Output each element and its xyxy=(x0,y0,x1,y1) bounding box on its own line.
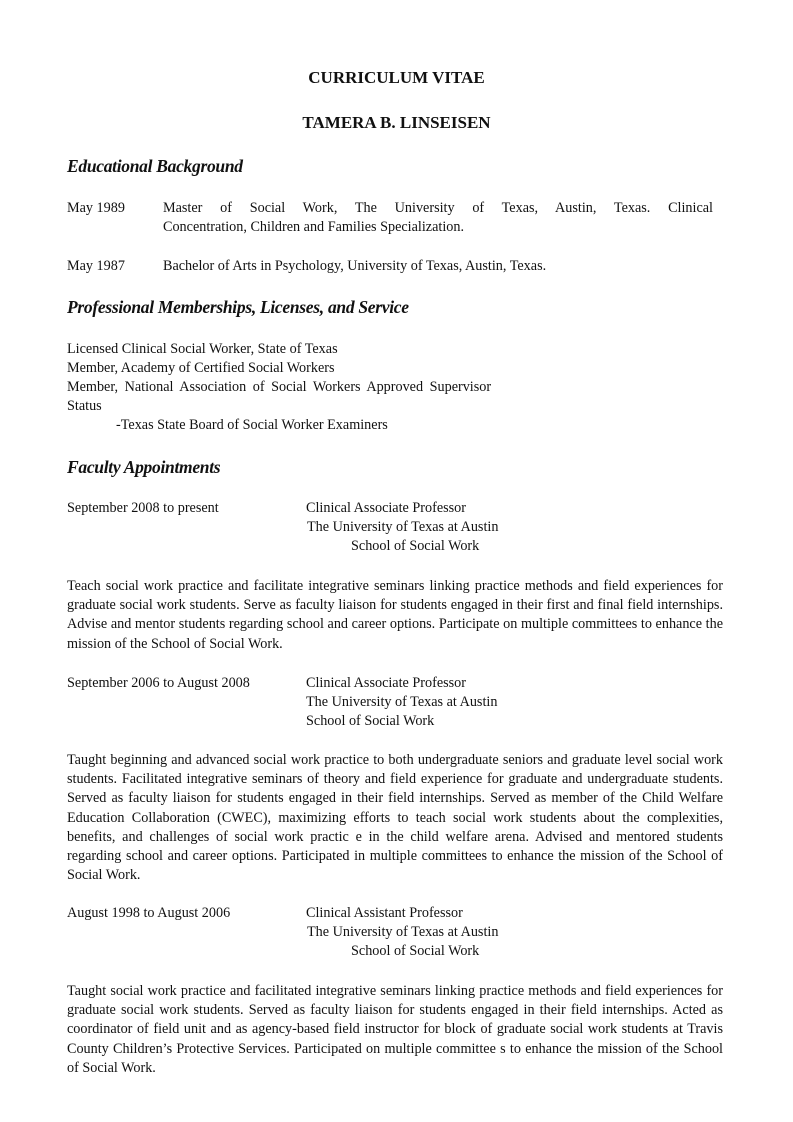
appointment-title: Clinical Associate Professor xyxy=(306,675,466,691)
education-date-1: May 1989 xyxy=(67,200,125,216)
appointment-title: Clinical Associate Professor xyxy=(306,500,466,516)
appointment-dates: August 1998 to August 2006 xyxy=(67,905,231,921)
education-desc-2: Bachelor of Arts in Psychology, University of Texas, Austin, Texas. xyxy=(163,258,547,274)
appointment-description: Teach social work practice and facilitate integrative seminars linking practice methods and field experiences for graduate social work students. Serve as faculty liaison for students engaged in their first and final field internships. Advise and mentor students regarding school and career options. Participate on multiple committees to enhance the mission of the School of Social Work. xyxy=(67,578,723,652)
appointment-description: Taught social work practice and facilitated integrative seminars linking practice methods and field experiences for graduate social work students. Served as faculty liaison for students engaged in their field internships. Acted as coordinator of field unit and as agency-based field instructor for block of graduate social work students at Travis County Children’s Protective Services. Participated on multiple committee s to enhance the mission of the School of Social Work. xyxy=(67,983,723,1076)
appointment-school: School of Social Work xyxy=(351,538,480,554)
membership-line: Member, Academy of Certified Social Workers xyxy=(67,360,335,376)
person-name: TAMERA B. LINSEISEN xyxy=(302,113,491,132)
document-title: CURRICULUM VITAE xyxy=(308,68,485,87)
education-desc-1-line1: Master of Social Work, The University of Texas, Austin, Texas. Clinical xyxy=(163,200,713,216)
memberships-heading: Professional Memberships, Licenses, and Service xyxy=(67,297,409,317)
membership-line: -Texas State Board of Social Worker Examiners xyxy=(116,417,388,433)
appointment-institution: The University of Texas at Austin xyxy=(307,924,499,940)
education-desc-1-line2: Concentration, Children and Families Specialization. xyxy=(163,219,465,235)
appointment-school: School of Social Work xyxy=(306,713,435,729)
appointment-description: Taught beginning and advanced social work practice to both undergraduate seniors and graduate level social work students. Facilitated integrative seminars of theory and field experience for graduate and undergraduate students. Served as faculty liaison for students engaged in their field internships. Served as member of the Child Welfare Education Collaboration (CWEC), maximizing efforts to teach social work students about the complexities, benefits, and challenges of social work practic e in the child welfare arena. Advised and mentored students regarding school and career options. Participated in multiple committees to enhance the mission of the School of Social Work. xyxy=(67,752,723,884)
education-date-2: May 1987 xyxy=(67,258,125,274)
appointment-title: Clinical Assistant Professor xyxy=(306,905,463,921)
membership-line: Status xyxy=(67,398,102,414)
membership-line: Member, National Association of Social Workers Approved Supervisor xyxy=(67,379,492,395)
appointment-dates: September 2006 to August 2008 xyxy=(67,675,250,691)
appointment-institution: The University of Texas at Austin xyxy=(307,519,499,535)
appointment-dates: September 2008 to present xyxy=(67,500,219,516)
membership-line: Licensed Clinical Social Worker, State of Texas xyxy=(67,341,338,357)
faculty-heading: Faculty Appointments xyxy=(67,457,221,477)
education-heading: Educational Background xyxy=(67,156,243,176)
appointment-school: School of Social Work xyxy=(351,943,480,959)
appointment-institution: The University of Texas at Austin xyxy=(306,694,498,710)
